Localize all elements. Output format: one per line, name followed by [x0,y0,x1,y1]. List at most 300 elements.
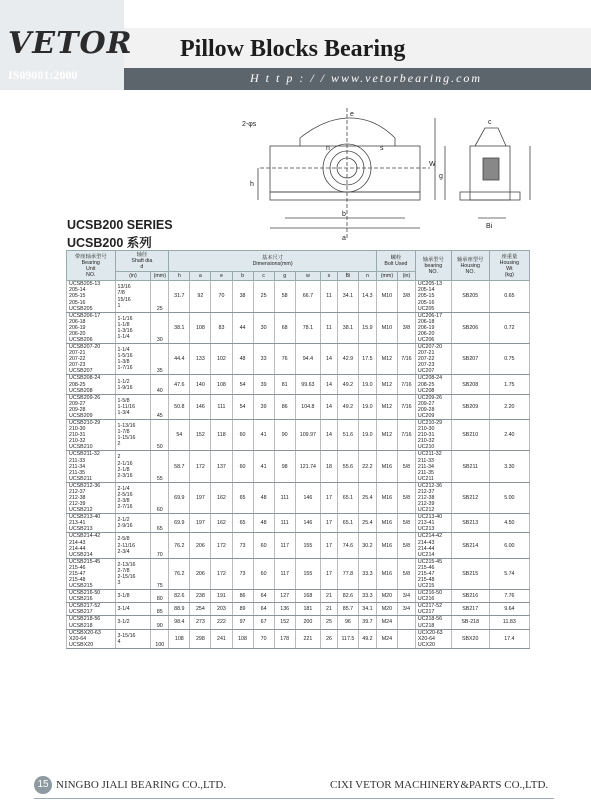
cell-bi: 65.1 [337,482,358,513]
cell-bi2: 7/16 [397,420,415,451]
cell-e: 162 [211,514,232,533]
table-row [67,629,530,648]
cell-unit: UCSB206-17 206-18 206-19 206-20 UCSB206 [67,312,116,343]
cell-w: 121.74 [295,451,320,482]
cell-c: 60 [253,558,274,589]
cell-inch: 1-1/4 1-5/16 1-3/8 1-7/16 [115,344,151,375]
table-row [67,514,530,533]
cell-a: 273 [190,616,211,629]
col-shaft-dia: 轴径 Shaft dia d [115,251,169,272]
cell-c: 41 [253,451,274,482]
label-e: e [350,111,354,118]
cell-g: 127 [274,590,295,603]
cell-bi: 65.1 [337,514,358,533]
cell-inch: 1-1/2 1-9/16 [115,375,151,394]
col-in: (in) [115,272,151,281]
cell-g: 117 [274,558,295,589]
cell-bi: 85.7 [337,603,358,616]
cell-bi2: 7/16 [397,344,415,375]
table-row [67,616,530,629]
col-a: a [190,272,211,281]
cell-unit: UCSB217-52 UCSB217 [67,603,116,616]
cell-bm: M20 [376,590,397,603]
cell-unit: UCSB213-40 213-41 UCSB213 [67,514,116,533]
table-row [67,420,530,451]
cell-e: 172 [211,533,232,558]
cell-a: 152 [190,420,211,451]
cell-e: 108 [211,375,232,394]
cell-bi2: 5/8 [397,514,415,533]
label-w: W [429,161,436,168]
cell-c: 64 [253,590,274,603]
cell-g: 152 [274,616,295,629]
cell-b: 60 [232,420,253,451]
cell-g: 86 [274,394,295,419]
col-weight: 座重量 Housing Wt (kg) [489,251,529,281]
footer-company-left: NINGBO JIALI BEARING CO.,LTD. [56,779,227,791]
cell-h: 50.8 [169,394,190,419]
cell-n: 33.3 [358,590,376,603]
cell-s: 11 [321,312,338,343]
cell-housing: SBX20 [451,629,489,648]
table-row [67,344,530,375]
cell-w: 104.8 [295,394,320,419]
cell-inch: 2 2-1/16 2-1/8 2-3/16 [115,451,151,482]
cell-w: 146 [295,482,320,513]
cell-n: 39.7 [358,616,376,629]
cell-h: 31.7 [169,281,190,312]
cell-g: 58 [274,281,295,312]
cell-s: 17 [321,533,338,558]
cell-wt: 0.75 [489,344,529,375]
cell-e: 111 [211,394,232,419]
iso-certification: IS09001:2000 [8,68,78,82]
cell-inch: 1-13/16 1-7/8 1-15/16 2 [115,420,151,451]
cell-b: 65 [232,482,253,513]
cell-housing: SB216 [451,590,489,603]
cell-h: 76.2 [169,558,190,589]
cell-bearing: UC213-40 213-41 UC213 [415,514,451,533]
cell-e: 172 [211,558,232,589]
cell-c: 41 [253,420,274,451]
cell-bearing: UC209-26 209-27 209-28 UC209 [415,394,451,419]
cell-n: 15.9 [358,312,376,343]
cell-w: 181 [295,603,320,616]
cell-bi: 38.1 [337,312,358,343]
cell-bi: 49.2 [337,375,358,394]
cell-a: 92 [190,281,211,312]
footer-company-right: CIXI VETOR MACHINERY&PARTS CO.,LTD. [330,779,549,791]
cell-b: 86 [232,590,253,603]
cell-w: 99.63 [295,375,320,394]
cell-h: 88.9 [169,603,190,616]
cell-s: 14 [321,420,338,451]
cell-e: 162 [211,482,232,513]
cell-unit: UCSB212-36 212-37 212-38 212-39 UCSB212 [67,482,116,513]
cell-b: 54 [232,394,253,419]
cell-bi2 [397,629,415,648]
cell-bm: M12 [376,394,397,419]
cell-bi: 51.6 [337,420,358,451]
cell-b: 44 [232,312,253,343]
cell-e: 191 [211,590,232,603]
cell-inch: 3-15/16 4 [115,629,151,648]
cell-b: 65 [232,514,253,533]
cell-bearing: UC212-36 212-37 212-38 212-39 UC212 [415,482,451,513]
cell-a: 108 [190,312,211,343]
cell-unit: UCSB214-42 214-43 214-44 UCSB214 [67,533,116,558]
cell-a: 298 [190,629,211,648]
table-row [67,482,530,513]
cell-housing: SB215 [451,558,489,589]
cell-bearing: UC210-29 210-30 210-31 210-32 UC210 [415,420,451,451]
cell-bi: 34.1 [337,281,358,312]
cell-unit: UCSB207-20 207-21 207-22 207-23 UCSB207 [67,344,116,375]
cell-s: 11 [321,281,338,312]
page-number: 15 [34,776,52,794]
cell-bearing: UC205-13 205-14 205-15 205-16 UC205 [415,281,451,312]
cell-unit: UCSB208-24 208-25 UCSB208 [67,375,116,394]
cell-g: 178 [274,629,295,648]
cell-bi2: 3/8 [397,312,415,343]
cell-h: 69.9 [169,514,190,533]
cell-bm: M16 [376,558,397,589]
cell-bi: 77.8 [337,558,358,589]
cell-bm: M12 [376,375,397,394]
cell-bi2: 3/4 [397,590,415,603]
col-mm: (mm) [151,272,169,281]
cell-n: 19.0 [358,375,376,394]
cell-bearing: UC207-20 207-21 207-22 207-23 UC207 [415,344,451,375]
cell-inch: 2-1/2 2-9/16 [115,514,151,533]
cell-a: 140 [190,375,211,394]
cell-unit: UCSB218-56 UCSB218 [67,616,116,629]
cell-a: 146 [190,394,211,419]
cell-b: 108 [232,629,253,648]
cell-mm: 70 [151,533,169,558]
cell-bearing: UC214-42 214-43 214-44 UC214 [415,533,451,558]
cell-wt: 3.30 [489,451,529,482]
cell-h: 44.4 [169,344,190,375]
cell-wt: 2.20 [489,394,529,419]
cell-bi2: 5/8 [397,482,415,513]
cell-g: 68 [274,312,295,343]
cell-n: 30.2 [358,533,376,558]
cell-n: 14.3 [358,281,376,312]
table-row [67,281,530,312]
cell-housing: SB214 [451,533,489,558]
cell-n: 34.1 [358,603,376,616]
cell-wt: 5.74 [489,558,529,589]
cell-s: 14 [321,375,338,394]
cell-h: 38.1 [169,312,190,343]
cell-a: 197 [190,514,211,533]
col-dimensions: 基本尺寸 Dimensions(mm) [169,251,377,272]
cell-c: 33 [253,344,274,375]
col-h: h [169,272,190,281]
cell-housing: SB-218 [451,616,489,629]
cell-housing: SB206 [451,312,489,343]
col-w: w [295,272,320,281]
cell-e: 241 [211,629,232,648]
cell-bm: M16 [376,514,397,533]
cell-h: 58.7 [169,451,190,482]
footer-divider [34,798,554,799]
housing-base [270,192,420,200]
cell-bi: 49.2 [337,394,358,419]
cell-n: 25.4 [358,482,376,513]
cell-wt: 17.4 [489,629,529,648]
cell-b: 60 [232,451,253,482]
cell-c: 25 [253,281,274,312]
cell-bearing: UC211-32 211-33 211-34 211-35 UC211 [415,451,451,482]
cell-c: 48 [253,482,274,513]
cell-wt: 7.76 [489,590,529,603]
cell-a: 206 [190,533,211,558]
cell-a: 172 [190,451,211,482]
cell-bm: M12 [376,420,397,451]
cell-g: 81 [274,375,295,394]
cell-housing: SB217 [451,603,489,616]
label-2-phi-s: 2-φs [242,121,257,128]
cell-bi2: 5/8 [397,558,415,589]
cell-c: 39 [253,394,274,419]
col-b: b [232,272,253,281]
cell-bm: M16 [376,482,397,513]
cell-w: 200 [295,616,320,629]
bearing-technical-drawing [230,108,565,248]
cell-mm: 80 [151,590,169,603]
cell-e: 203 [211,603,232,616]
cell-s: 25 [321,616,338,629]
cell-inch: 2-13/16 2-7/8 2-15/16 3 [115,558,151,589]
cell-n: 25.4 [358,514,376,533]
label-a: a [342,235,346,242]
cell-mm: 50 [151,420,169,451]
cell-c: 48 [253,514,274,533]
cell-mm: 100 [151,629,169,648]
label-h: h [250,181,254,188]
cell-w: 221 [295,629,320,648]
website-url[interactable]: H t t p : / / www.vetorbearing.com [250,71,483,85]
cell-h: 69.9 [169,482,190,513]
cell-mm: 25 [151,281,169,312]
cell-unit: UCSB211-32 211-33 211-34 211-35 UCSB211 [67,451,116,482]
cell-h: 47.6 [169,375,190,394]
cell-b: 48 [232,344,253,375]
cell-inch: 13/16 7/8 15/16 1 [115,281,151,312]
cell-w: 94.4 [295,344,320,375]
cell-mm: 60 [151,482,169,513]
label-c: c [488,119,492,126]
cell-wt: 11.83 [489,616,529,629]
cell-w: 155 [295,533,320,558]
col-bolt: 螺栓 Bolt Used [376,251,415,272]
cell-s: 17 [321,514,338,533]
cell-mm: 45 [151,394,169,419]
cell-a: 254 [190,603,211,616]
cell-bm: M20 [376,603,397,616]
cell-s: 17 [321,482,338,513]
cell-n: 49.2 [358,629,376,648]
series-title: UCSB200 SERIES [67,218,173,232]
cell-housing: SB205 [451,281,489,312]
table-row [67,558,530,589]
cell-bearing: UC218-56 UC218 [415,616,451,629]
cell-inch: 2-1/4 2-5/16 2-3/8 2-7/16 [115,482,151,513]
cell-c: 30 [253,312,274,343]
cell-b: 54 [232,375,253,394]
cell-g: 117 [274,533,295,558]
col-bolt-in: (in) [397,272,415,281]
cell-mm: 55 [151,451,169,482]
cell-w: 66.7 [295,281,320,312]
col-s: s [321,272,338,281]
cell-s: 18 [321,451,338,482]
cell-bi: 74.6 [337,533,358,558]
cell-g: 98 [274,451,295,482]
col-bolt-mm: (mm) [376,272,397,281]
cell-bm: M10 [376,312,397,343]
cell-bm: M16 [376,451,397,482]
cell-wt: 6.00 [489,533,529,558]
cell-n: 22.2 [358,451,376,482]
cell-housing: SB211 [451,451,489,482]
cell-g: 76 [274,344,295,375]
cell-mm: 75 [151,558,169,589]
cell-h: 108 [169,629,190,648]
cell-bi: 42.9 [337,344,358,375]
series-title-cn: UCSB200 系列 [67,236,152,250]
cell-w: 155 [295,558,320,589]
table-row [67,312,530,343]
cell-b: 38 [232,281,253,312]
cell-s: 17 [321,558,338,589]
cell-mm: 90 [151,616,169,629]
cell-mm: 85 [151,603,169,616]
cell-g: 111 [274,482,295,513]
cell-bi2: 5/8 [397,533,415,558]
table-row [67,394,530,419]
cell-bearing: UC206-17 206-18 206-19 206-20 UC206 [415,312,451,343]
cell-mm: 30 [151,312,169,343]
col-housing-no: 轴承座型号 Housing NO. [451,251,489,281]
cell-wt: 4.50 [489,514,529,533]
cell-housing: SB208 [451,375,489,394]
cell-bi: 82.6 [337,590,358,603]
cell-wt: 2.40 [489,420,529,451]
cell-inch: 3-1/2 [115,616,151,629]
cell-e: 83 [211,312,232,343]
cell-s: 21 [321,590,338,603]
table-row [67,533,530,558]
cell-bm: M16 [376,533,397,558]
cell-housing: SB207 [451,344,489,375]
cell-c: 70 [253,629,274,648]
cell-inch: 2-5/8 2-11/16 2-3/4 [115,533,151,558]
cell-bi2: 7/16 [397,394,415,419]
cell-a: 206 [190,558,211,589]
cell-a: 197 [190,482,211,513]
col-bi: Bi [337,272,358,281]
cell-n: 19.0 [358,394,376,419]
cell-mm: 65 [151,514,169,533]
cell-wt: 0.65 [489,281,529,312]
cell-wt: 5.00 [489,482,529,513]
page-title: Pillow Blocks Bearing [180,36,406,62]
cell-bi2: 3/4 [397,603,415,616]
cell-w: 146 [295,514,320,533]
cell-inch: 1-5/8 1-11/16 1-3/4 [115,394,151,419]
col-unit-no: 带座轴承型号 Bearing Unit NO. [67,251,116,281]
cell-housing: SB210 [451,420,489,451]
cell-n: 33.3 [358,558,376,589]
cell-c: 64 [253,603,274,616]
cell-g: 111 [274,514,295,533]
cell-bearing: UCX20-63 X20-64 UCX20 [415,629,451,648]
label-s: s [380,145,384,152]
cell-bi2: 3/8 [397,281,415,312]
cell-h: 76.2 [169,533,190,558]
cell-inch: 1-1/16 1-1/8 1-3/16 1-1/4 [115,312,151,343]
company-logo: VETOR [8,26,133,61]
cell-unit: UCSB215-45 215-46 215-47 215-48 UCSB215 [67,558,116,589]
cell-e: 137 [211,451,232,482]
cell-w: 109.97 [295,420,320,451]
cell-bearing: UC208-24 208-25 UC208 [415,375,451,394]
cell-bm: M24 [376,616,397,629]
cell-n: 19.0 [358,420,376,451]
cell-h: 54 [169,420,190,451]
specifications-table [66,250,530,649]
cell-s: 14 [321,344,338,375]
cell-h: 98.4 [169,616,190,629]
cell-a: 238 [190,590,211,603]
table-row [67,603,530,616]
cell-mm: 40 [151,375,169,394]
cell-unit: UCSB205-13 205-14 205-15 205-16 UCSB205 [67,281,116,312]
label-n: n [326,145,330,152]
cell-a: 133 [190,344,211,375]
col-bearing-no: 轴承型号 bearing NO. [415,251,451,281]
cell-bm: M10 [376,281,397,312]
cell-h: 82.6 [169,590,190,603]
cell-n: 17.5 [358,344,376,375]
table-row [67,375,530,394]
cell-inch: 3-1/4 [115,603,151,616]
cell-wt: 1.75 [489,375,529,394]
cell-c: 67 [253,616,274,629]
col-e: e [211,272,232,281]
cell-b: 73 [232,558,253,589]
table-row [67,451,530,482]
housing-top [300,118,395,146]
label-g: g [439,173,443,180]
cell-s: 14 [321,394,338,419]
col-g: g [274,272,295,281]
cell-s: 21 [321,603,338,616]
cell-bearing: UC217-52 UC217 [415,603,451,616]
cell-g: 136 [274,603,295,616]
cell-bearing: UC216-50 UC216 [415,590,451,603]
cell-c: 60 [253,533,274,558]
cell-housing: SB213 [451,514,489,533]
cell-w: 168 [295,590,320,603]
cell-housing: SB209 [451,394,489,419]
cell-bm: M12 [376,344,397,375]
cell-housing: SB212 [451,482,489,513]
cell-unit: UCSB210-29 210-30 210-31 210-32 UCSB210 [67,420,116,451]
